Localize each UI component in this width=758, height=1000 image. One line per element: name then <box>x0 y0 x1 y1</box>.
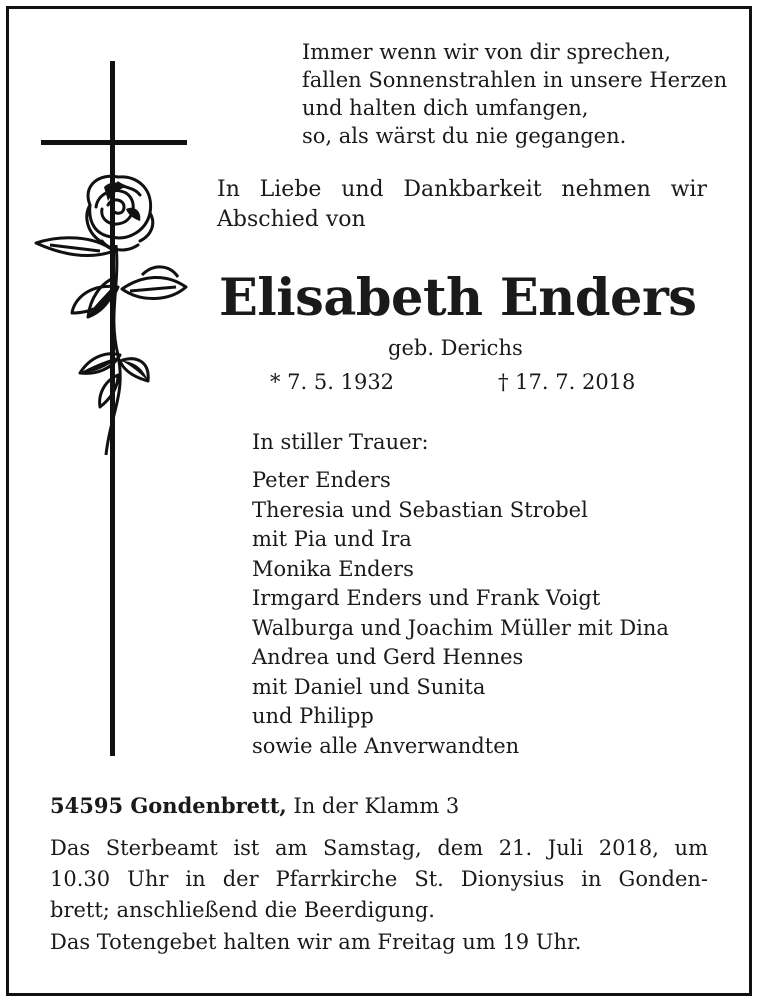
birth-name: geb. Derichs <box>388 336 523 360</box>
poem-line: fallen Sonnenstrahlen in unsere Herzen <box>302 68 728 92</box>
mourner-line: Peter Enders <box>252 468 391 492</box>
service-line: 10.30 Uhr in der Pfarrkirche St. Dionysius in Gonden- <box>50 867 708 891</box>
mourner-line: mit Daniel und Sunita <box>252 674 486 699</box>
death-date: † 17. 7. 2018 <box>498 370 636 394</box>
address <box>50 793 459 818</box>
poem-line: so, als wärst du nie gegangen. <box>302 124 627 148</box>
intro-line: In Liebe und Dankbarkeit nehmen wir <box>217 177 707 202</box>
mourner-line: Monika Enders <box>252 556 414 581</box>
intro-text <box>217 175 707 235</box>
mourners-heading: In stiller Trauer: <box>252 430 429 454</box>
prayer-info: Das Totengebet halten wir am Freitag um 19 Uhr. <box>50 930 582 954</box>
mourner-line: sowie alle Anverwandten <box>252 733 520 758</box>
address-city: 54595 Gondenbrett, <box>50 793 287 818</box>
address-street: In der Klamm 3 <box>293 794 460 818</box>
mourner-line: Andrea und Gerd Hennes <box>252 645 524 669</box>
poem-line: Immer wenn wir von dir sprechen, <box>302 40 671 64</box>
mourner-line: Walburga und Joachim Müller mit Dina <box>252 615 669 640</box>
birth-date: * 7. 5. 1932 <box>270 370 395 394</box>
intro-line: Abschied von <box>217 207 366 232</box>
service-line: Das Sterbeamt ist am Samstag, dem 21. Juli 2018, um <box>50 836 708 860</box>
deceased-name: Elisabeth Enders <box>219 268 697 328</box>
mourner-line: Theresia und Sebastian Strobel <box>252 497 588 522</box>
mourner-line: und Philipp <box>252 704 374 728</box>
mourners-list <box>252 466 669 761</box>
poem-line: und halten dich umfangen, <box>302 96 589 120</box>
cross-with-rose-icon <box>30 55 200 760</box>
poem <box>302 38 727 150</box>
service-info <box>50 833 708 926</box>
mourner-line: Irmgard Enders und Frank Voigt <box>252 586 601 610</box>
mourner-line: mit Pia und Ira <box>252 527 412 551</box>
service-line: brett; anschließend die Beerdigung. <box>50 898 435 922</box>
